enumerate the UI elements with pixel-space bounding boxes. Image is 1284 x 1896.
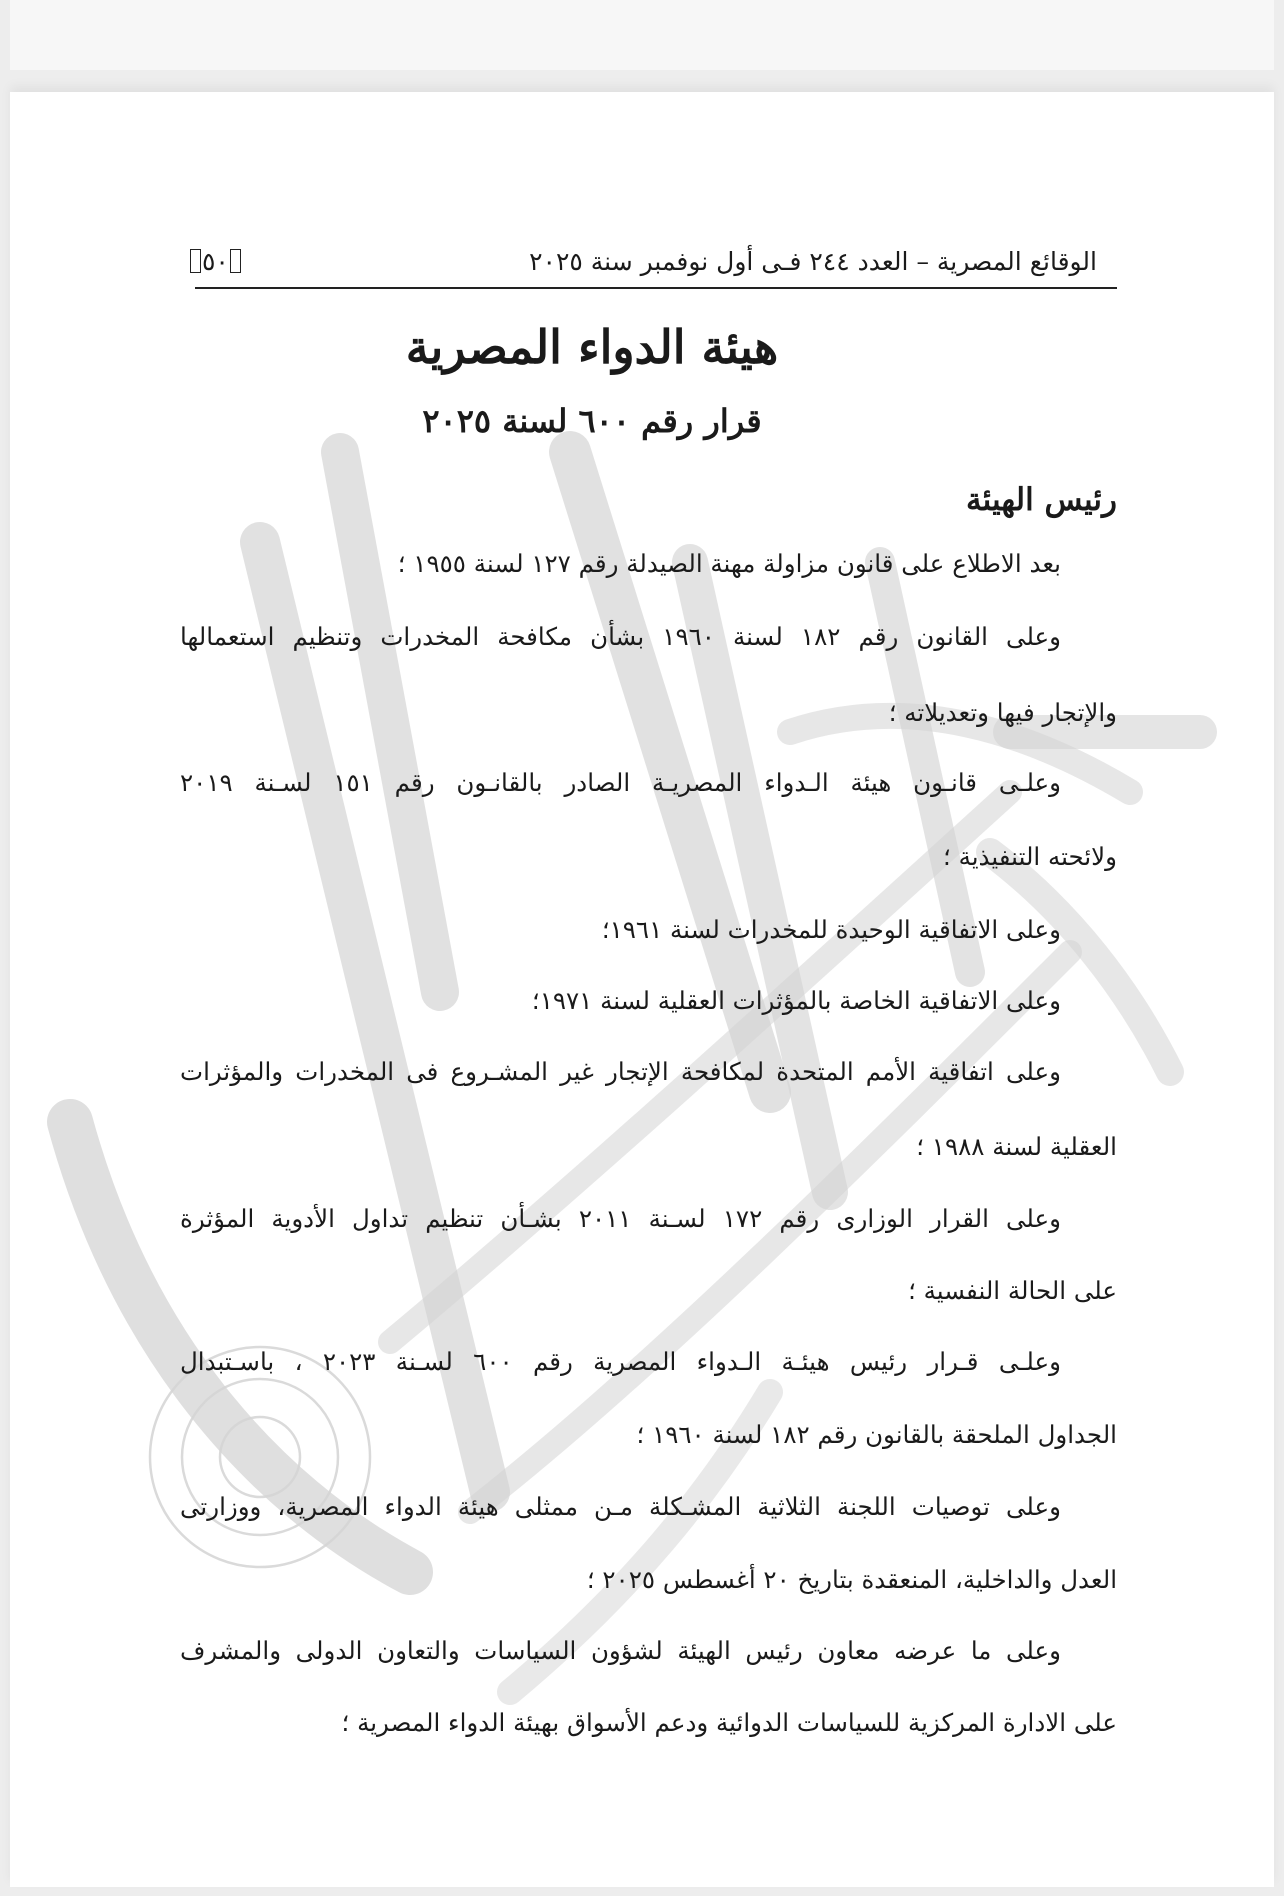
page-number-value: ٥٠ [202, 246, 229, 276]
bracket-glyph [230, 249, 241, 273]
preamble-line: وعلى الاتفاقية الخاصة بالمؤثرات العقلية لسنة ١٩٧١؛ [531, 986, 1061, 1015]
decree-title: قرار رقم ٦٠٠ لسنة ٢٠٢٥ [422, 402, 762, 440]
preamble-line: وعلى توصيات اللجنة الثلاثية المشـكلة مـن ممثلى هيئة الدواء المصرية، ووزارتى [180, 1492, 1061, 1521]
preamble-line: ولائحته التنفيذية ؛ [943, 842, 1117, 871]
preamble-line: على الادارة المركزية للسياسات الدوائية ودعم الأسواق بهيئة الدواء المصرية ؛ [341, 1708, 1117, 1737]
preamble-line: العدل والداخلية، المنعقدة بتاريخ ٢٠ أغسطس ٢٠٢٥ ؛ [586, 1565, 1117, 1594]
decree-document [10, 92, 1274, 1887]
preamble-line: على الحالة النفسية ؛ [908, 1276, 1117, 1305]
agency-title: هيئة الدواء المصرية [405, 320, 779, 374]
preamble-line: والإتجار فيها وتعديلاته ؛ [888, 698, 1117, 727]
preamble-line: العقلية لسنة ١٩٨٨ ؛ [916, 1132, 1117, 1161]
preamble-line: وعلى الاتفاقية الوحيدة للمخدرات لسنة ١٩٦١؛ [601, 915, 1061, 944]
preamble-line: وعلى القانون رقم ١٨٢ لسنة ١٩٦٠ بشأن مكافحة المخدرات وتنظيم استعمالها [180, 622, 1062, 651]
preamble-line: الجداول الملحقة بالقانون رقم ١٨٢ لسنة ١٩٦٠ ؛ [636, 1420, 1117, 1449]
preamble-line: وعلـى قانـون هيئة الـدواء المصريـة الصادر بالقانـون رقم ١٥١ لسـنة ٢٠١٩ [180, 768, 1062, 797]
document-page [10, 92, 1274, 1887]
running-header [195, 235, 1117, 289]
chair-title: رئيس الهيئة [966, 482, 1117, 518]
preamble-line: وعلى القرار الوزارى رقم ١٧٢ لسـنة ٢٠١١ بشـأن تنظيم تداول الأدوية المؤثرة [180, 1204, 1061, 1233]
preamble-line: وعلى ما عرضه معاون رئيس الهيئة لشؤون السياسات والتعاون الدولى والمشرف [180, 1636, 1061, 1665]
page-number [189, 247, 242, 276]
preamble-line: بعد الاطلاع على قانون مزاولة مهنة الصيدلة رقم ١٢٧ لسنة ١٩٥٥ ؛ [397, 549, 1061, 578]
top-strip [10, 0, 1274, 70]
bracket-glyph [190, 249, 201, 273]
gazette-issue-line: الوقائع المصرية – العدد ٢٤٤ فـى أول نوفمبر سنة ٢٠٢٥ [529, 246, 1097, 276]
preamble-line: وعلـى قـرار رئيس هيئـة الـدواء المصرية رقم ٦٠٠ لسـنة ٢٠٢٣ ، باسـتبدال [180, 1347, 1061, 1376]
preamble-line: وعلى اتفاقية الأمم المتحدة لمكافحة الإتجار غير المشـروع فى المخدرات والمؤثرات [180, 1057, 1061, 1086]
